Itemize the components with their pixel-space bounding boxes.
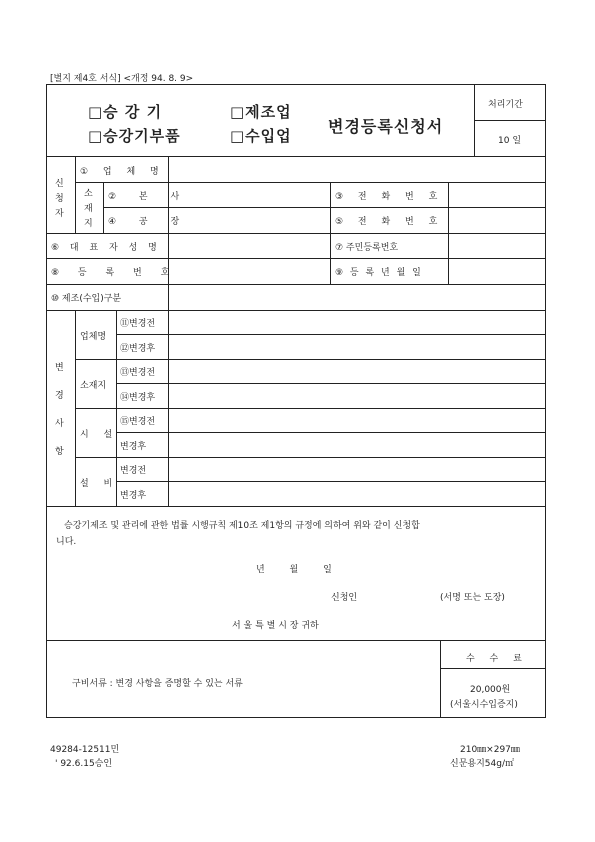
declaration-line-2: 니다.	[56, 537, 77, 547]
change-row-14-label: ⑭변경후	[120, 393, 156, 403]
change-location-label: 소재지	[80, 381, 107, 391]
signature-label: (서명 또는 도장)	[440, 593, 505, 603]
applicant-side-label-1: 신	[55, 179, 64, 189]
option-import-checkbox[interactable]: □수입업	[230, 127, 292, 145]
registration-date-field[interactable]	[450, 260, 544, 283]
category-field[interactable]	[170, 286, 544, 309]
head-office-phone-field[interactable]	[450, 184, 544, 206]
change-row-16-field[interactable]	[170, 434, 544, 456]
option-elevator-checkbox[interactable]: □승 강 기	[88, 103, 163, 121]
changes-side-label-4: 항	[55, 447, 64, 457]
paper-size: 210㎜×297㎜	[460, 745, 520, 755]
change-row-16-label: 변경후	[120, 442, 147, 452]
change-row-13-field[interactable]	[170, 361, 544, 382]
changes-side-label-3: 사	[55, 419, 64, 429]
phone-label-2: ⑤ 전 화 번 호	[335, 217, 444, 227]
changes-side-label-2: 경	[55, 391, 64, 401]
change-company-name-label: 업체명	[80, 332, 107, 342]
change-row-18-label: 변경후	[120, 491, 147, 501]
registration-number-field[interactable]	[170, 260, 328, 283]
change-row-11-field[interactable]	[170, 312, 544, 333]
change-row-14-field[interactable]	[170, 385, 544, 407]
fee-label: 수 수 료	[466, 654, 528, 664]
change-row-17-label: 변경전	[120, 466, 147, 476]
change-row-12-field[interactable]	[170, 336, 544, 358]
form-number: [별지 제4호 서식] <개정 94. 8. 9>	[50, 74, 194, 84]
representative-label: ⑥ 대 표 자 성 명	[51, 243, 161, 253]
fee-note: (서울시수입증지)	[450, 700, 518, 710]
category-label: ⑩ 제조(수입)구분	[51, 294, 122, 304]
change-row-13-label: ⑬변경전	[120, 368, 156, 378]
registration-date-label: ⑨ 등 록 년 월 일	[335, 268, 423, 278]
declaration-date: 년 월 일	[256, 565, 332, 575]
head-office-field[interactable]	[170, 184, 328, 206]
fee-amount: 20,000원	[470, 685, 511, 695]
applicant-side-label-2: 청	[55, 194, 64, 204]
form-title: 변경등록신청서	[328, 117, 444, 136]
change-row-17-field[interactable]	[170, 459, 544, 480]
option-elevator-parts-checkbox[interactable]: □승강기부품	[88, 127, 181, 145]
change-equipment-label: 설 비	[80, 479, 119, 489]
phone-label-1: ③ 전 화 번 호	[335, 192, 444, 202]
factory-phone-field[interactable]	[450, 209, 544, 232]
change-row-12-label: ⑫변경후	[120, 344, 156, 354]
required-documents: 구비서류 : 변경 사항을 증명할 수 있는 서류	[72, 679, 243, 689]
change-row-18-field[interactable]	[170, 483, 544, 505]
factory-field[interactable]	[170, 209, 328, 232]
processing-period-value: 10 일	[498, 136, 522, 146]
change-row-15-label: ⑮변경전	[120, 417, 156, 427]
company-name-field[interactable]	[170, 158, 544, 181]
change-row-11-label: ⑪변경전	[120, 319, 156, 329]
factory-label: ④ 공 장	[108, 217, 190, 227]
applicant-side-label-3: 자	[55, 209, 64, 219]
recipient-label: 서 울 특 별 시 장 귀하	[232, 621, 319, 631]
processing-period-label: 처리기간	[488, 100, 523, 110]
resident-number-field[interactable]	[450, 235, 544, 257]
location-side-label-1: 소	[84, 189, 93, 199]
location-side-label-2: 재	[84, 204, 93, 214]
registration-number-label: ⑧ 등 록 번 호	[51, 268, 178, 278]
form-code: 49284-12511민	[50, 745, 120, 755]
option-manufacturing-checkbox[interactable]: □제조업	[230, 103, 292, 121]
representative-field[interactable]	[170, 235, 328, 257]
declaration-line-1: 승강기제조 및 관리에 관한 법률 시행규칙 제10조 제1항의 규정에 의하여 위와 같이 신청합	[64, 521, 420, 531]
change-facility-label: 시 설	[80, 430, 119, 440]
change-row-15-field[interactable]	[170, 410, 544, 431]
applicant-label: 신청인	[331, 593, 358, 603]
paper-weight: 신문용지54g/㎡	[450, 759, 514, 769]
head-office-label: ② 본 사	[108, 192, 190, 202]
approval-date: ' 92.6.15승인	[55, 759, 113, 769]
resident-number-label: ⑦ 주민등록번호	[335, 243, 399, 253]
changes-side-label-1: 변	[55, 363, 64, 373]
company-name-label: ① 업 체 명	[80, 167, 165, 177]
location-side-label-3: 지	[84, 219, 93, 229]
